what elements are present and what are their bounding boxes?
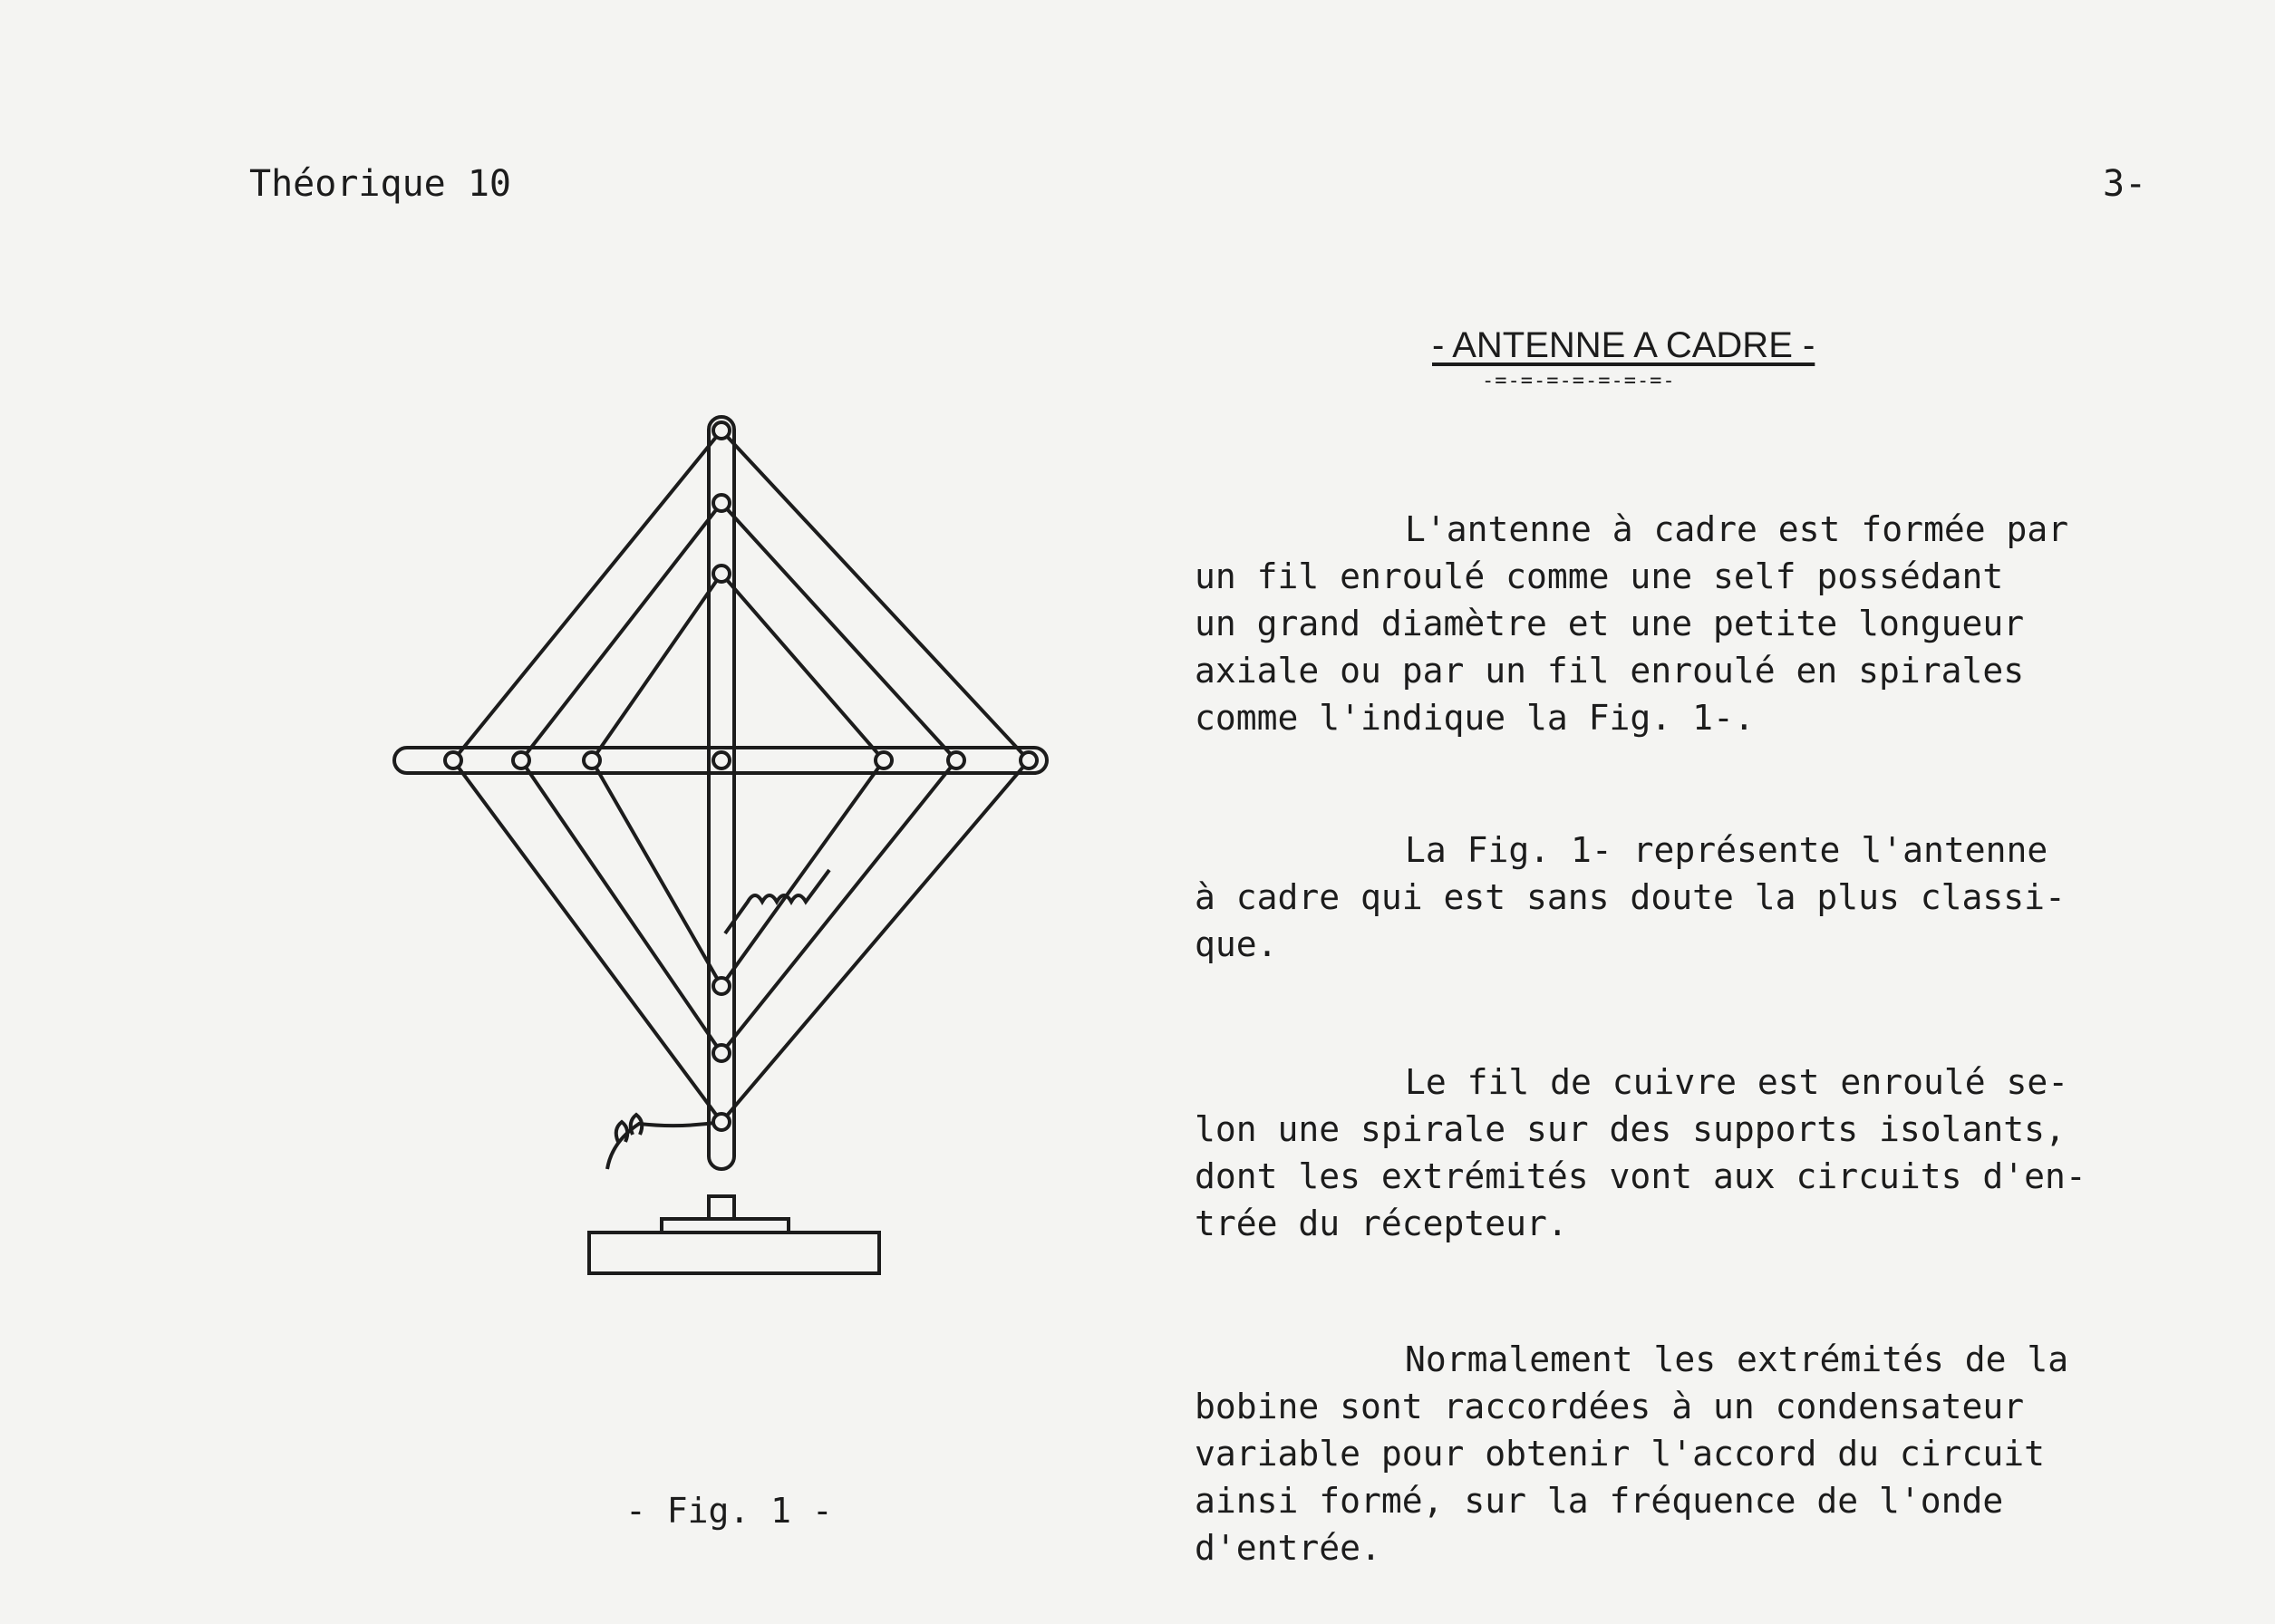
output-lead-wire — [607, 1122, 721, 1169]
paragraph-1-first-line: L'antenne à cadre est formée par — [1405, 509, 2069, 549]
base-plate — [662, 1219, 789, 1232]
paragraph-4-rest: bobine sont raccordées à un condensateur variable pour obtenir l'accord du circuit ainsi formé, sur la fréquence de l'onde d'entrée. — [1195, 1387, 2045, 1568]
coil-lead-wire — [725, 870, 829, 933]
section-title-underline: -=-=-=-=-=-=-=- — [1482, 370, 1676, 392]
paragraph-1-rest: un fil enroulé comme une self possédant un grand diamètre et une petite longueur axiale ou par un fil enroulé en spirales comme l'indique la Fig. 1-. — [1195, 556, 2025, 738]
paragraph-1 — [1195, 506, 2210, 741]
section-title-text: - ANTENNE A CADRE - — [1432, 325, 1815, 365]
base-collar — [709, 1196, 734, 1219]
paragraph-4-first-line: Normalement les extrémités de la — [1405, 1339, 2069, 1379]
paragraph-3-first-line: Le fil de cuivre est enroulé se- — [1405, 1062, 2069, 1102]
page-number: 3- — [2103, 163, 2147, 205]
paragraph-2-rest: à cadre qui est sans doute la plus classi- que. — [1195, 877, 2066, 964]
figure-caption: - Fig. 1 - — [625, 1491, 833, 1531]
loop-antenna-figure — [381, 399, 1106, 1305]
middle-winding — [521, 503, 956, 1053]
paragraph-2-first-line: La Fig. 1- représente l'antenne — [1405, 830, 2048, 870]
paragraph-2 — [1195, 826, 2210, 968]
paragraph-4 — [1195, 1336, 2210, 1571]
lead-terminals — [616, 1115, 643, 1142]
paragraph-3 — [1195, 1058, 2210, 1247]
base-stand — [589, 1232, 879, 1273]
paragraph-3-rest: lon une spirale sur des supports isolants, dont les extrémités vont aux circuits d'en- trée du récepteur. — [1195, 1109, 2086, 1243]
header-left: Théorique 10 — [249, 163, 511, 205]
section-title — [1432, 324, 1815, 392]
